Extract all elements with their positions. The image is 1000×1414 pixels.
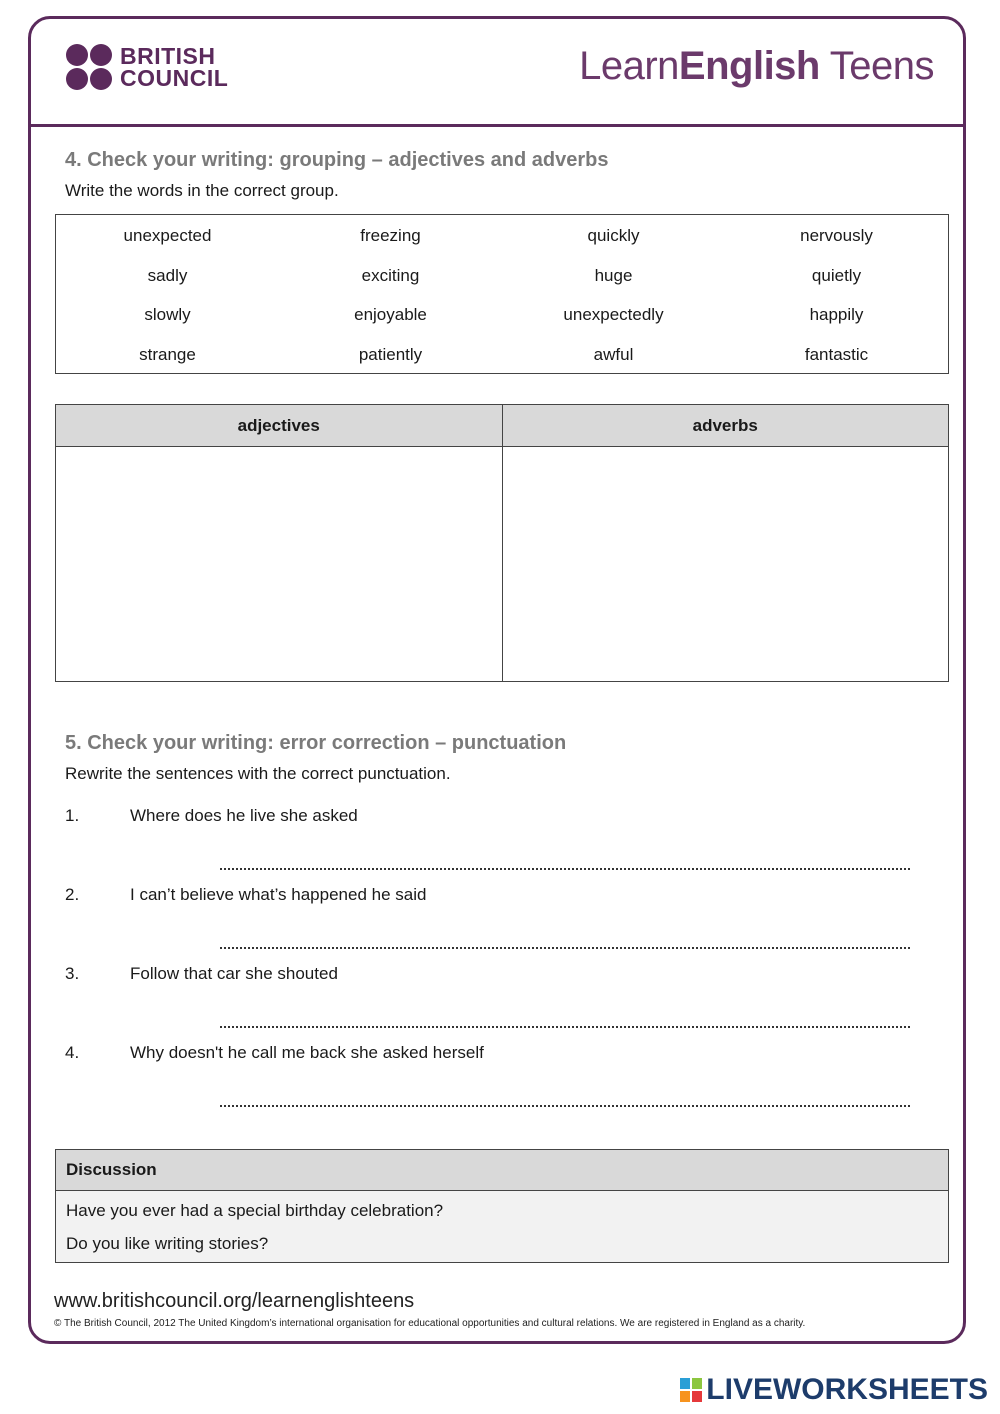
- word-item[interactable]: sadly: [147, 265, 188, 285]
- liveworksheets-watermark: [680, 1373, 988, 1407]
- adverbs-header: adverbs: [502, 405, 949, 447]
- answer-line[interactable]: [220, 945, 910, 949]
- question-text: Where does he live she asked: [130, 806, 358, 825]
- question-number: 2.: [65, 885, 80, 904]
- adjectives-header: adjectives: [56, 405, 503, 447]
- answer-line[interactable]: [220, 866, 910, 870]
- british-council-logo: [66, 44, 228, 90]
- question-number: 1.: [65, 806, 80, 825]
- brand-line-2: COUNCIL: [120, 65, 229, 91]
- footer-copyright: © The British Council, 2012 The United Kingdom’s international organisation for educational opportunities and cultural relations. We are registered in England as a charity.: [54, 1318, 806, 1329]
- footer-url: www.britishcouncil.org/learnenglishteens: [54, 1290, 415, 1312]
- grouping-table: [55, 404, 949, 682]
- brand-line-1: BRITISH: [120, 43, 216, 69]
- section4-title: 4. Check your writing: grouping – adjectives and adverbs: [65, 149, 609, 171]
- discussion-question: Have you ever had a special birthday celebration?: [66, 1201, 444, 1220]
- word-item[interactable]: enjoyable: [354, 305, 427, 324]
- word-item[interactable]: slowly: [144, 305, 191, 324]
- word-bank: [55, 214, 949, 374]
- word-item[interactable]: unexpectedly: [563, 305, 664, 324]
- discussion-question: Do you like writing stories?: [66, 1234, 269, 1253]
- question-text: Follow that car she shouted: [130, 964, 338, 983]
- word-item[interactable]: patiently: [358, 344, 423, 364]
- question-number: 4.: [65, 1043, 80, 1062]
- adverbs-drop-zone[interactable]: [502, 447, 949, 682]
- question-number: 3.: [65, 964, 80, 983]
- word-item[interactable]: quickly: [587, 226, 640, 245]
- adjectives-drop-zone[interactable]: [56, 447, 503, 682]
- answer-line[interactable]: [220, 1103, 910, 1107]
- question-text: Why doesn't he call me back she asked herself: [130, 1043, 484, 1062]
- liveworksheets-icon: [680, 1378, 702, 1402]
- liveworksheets-text: LIVEWORKSHEETS: [706, 1373, 988, 1406]
- word-item[interactable]: quietly: [811, 265, 862, 285]
- word-item[interactable]: unexpected: [123, 226, 212, 245]
- header-divider: [28, 124, 966, 127]
- word-item[interactable]: happily: [809, 305, 864, 324]
- word-item[interactable]: strange: [139, 344, 196, 364]
- section4-instruction: Write the words in the correct group.: [65, 181, 339, 200]
- learnenglish-teens-logo: LearnEnglish Teens: [579, 44, 934, 88]
- word-item[interactable]: exciting: [361, 265, 420, 285]
- answer-line[interactable]: [220, 1024, 910, 1028]
- word-item[interactable]: awful: [593, 344, 634, 364]
- word-item[interactable]: fantastic: [804, 344, 869, 364]
- discussion-title: Discussion: [56, 1150, 948, 1191]
- word-item[interactable]: huge: [594, 265, 633, 285]
- discussion-box: [55, 1149, 949, 1263]
- section5-title: 5. Check your writing: error correction – punctuation: [65, 732, 567, 754]
- british-council-dots-icon: [66, 44, 112, 90]
- word-item[interactable]: freezing: [360, 226, 421, 245]
- word-item[interactable]: nervously: [800, 226, 873, 245]
- section5-instruction: Rewrite the sentences with the correct punctuation.: [65, 764, 451, 783]
- question-text: I can’t believe what’s happened he said: [130, 885, 427, 904]
